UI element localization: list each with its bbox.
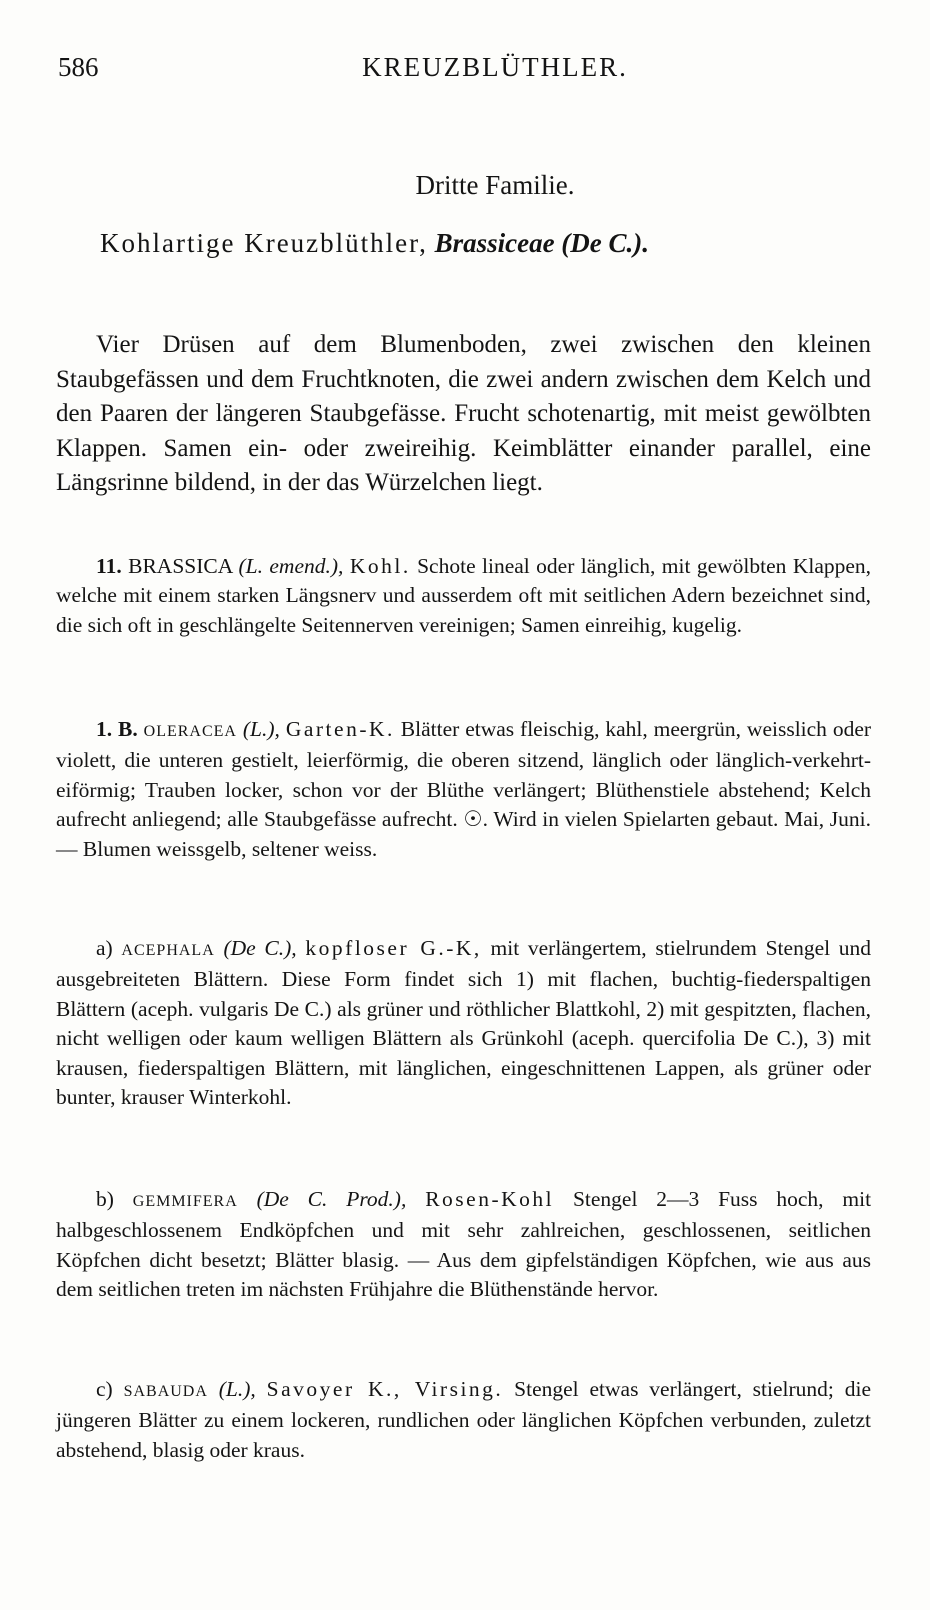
genus-entry bbox=[56, 552, 871, 641]
variety-text: Stengel etwas verlängert, stielrund; die jüngeren Blätter zu einem lockeren, rundlichen oder länglichen Köpfchen verbunden, zuletzt abstehend, blasig oder kraus. bbox=[56, 1376, 872, 1462]
variety-label: a) bbox=[96, 935, 113, 960]
family-name bbox=[100, 228, 890, 259]
variety-common-name: kopfloser G.-K, bbox=[305, 935, 482, 960]
variety-authority: (De C. Prod.), bbox=[256, 1186, 407, 1211]
variety-name: ACEPHALA bbox=[121, 941, 215, 959]
variety-entry bbox=[56, 1185, 871, 1305]
genus-authority: (L. emend.), bbox=[238, 553, 344, 578]
species-entry bbox=[56, 715, 871, 865]
family-description: Vier Drüsen auf dem Blumenboden, zwei zwischen den kleinen Staubgefässen und dem Fruchtknoten, die zwei andern zwischen dem Kelch und den Paaren der längeren Staubgefässe. Frucht schotenartig, mit meist gewölbten Klappen. Samen ein- oder zweireihig. Keimblätter einander parallel, eine Längsrinne bildend, in der das Würzelchen liegt. bbox=[56, 331, 871, 496]
genus-number: 11. bbox=[96, 553, 122, 578]
variety-authority: (De C.), bbox=[223, 935, 297, 960]
species-common-name: Garten-K. bbox=[285, 716, 395, 741]
running-head bbox=[58, 52, 872, 92]
species-authority: (L.), bbox=[242, 716, 280, 741]
family-name-german: Kohlartige Kreuzblüthler, bbox=[100, 228, 428, 258]
variety-common-name: Savoyer K., Virsing. bbox=[266, 1376, 504, 1401]
variety-entry bbox=[56, 1375, 871, 1466]
species-name: OLERACEA bbox=[143, 722, 237, 740]
genus-common-name: Kohl. bbox=[349, 553, 411, 578]
variety-label: c) bbox=[96, 1376, 113, 1401]
variety-name: SABAUDA bbox=[123, 1382, 208, 1400]
species-number: 1. B. bbox=[96, 716, 138, 741]
family-heading: Dritte Familie. bbox=[415, 170, 575, 200]
variety-text: Stengel 2—3 Fuss hoch, mit halbgeschlossenem Endköpfchen und mit sehr zahlreichen, geschlossenen, seitlichen Köpfchen dicht besetzt; Blätter blasig. — Aus dem gipfelständigen Köpfchen, wie aus aus dem seitlichen treten im nächsten Frühjahre die Blüthenstände hervor. bbox=[56, 1186, 872, 1301]
family-name-latin: Brassiceae (De C.). bbox=[434, 228, 650, 258]
genus-text: Schote lineal oder länglich, mit gewölbten Klappen, welche mit einem starken Längsnerv und ausserdem oft mit seitlichen Adern bezeichnet sind, die sich oft in geschlängelte Seitennerven vereinigen; Samen einreihig, kugelig. bbox=[56, 553, 872, 637]
variety-text: mit verlängertem, stielrundem Stengel und ausgebreiteten Blättern. Diese Form findet sich 1) mit flachen, buchtig-fiederspaltigen Blättern (aceph. vulgaris De C.) als grüner und röthlicher Blattkohl, 2) mit gespitzten, flachen, nicht welligen oder kaum welligen Blättern als Grünkohl (aceph. quercifolia De C.), 3) mit krausen, fiederspaltigen Blättern, mit länglichen, eingeschnittenen Lappen, als grüner oder bunter, krauser Winterkohl. bbox=[56, 935, 872, 1109]
variety-label: b) bbox=[96, 1186, 114, 1211]
page-number: 586 bbox=[58, 52, 99, 82]
species-text: Blätter etwas fleischig, kahl, meergrün, weisslich oder violett, die unteren gestielt, leierförmig, die oberen sitzend, länglich oder länglich-verkehrt-eiförmig; Trauben locker, schon vor der Blüthe verlängert; Blüthenstiele abstehend; Kelch aufrecht anliegend; alle Staubgefässe aufrecht. ☉. Wird in vielen Spielarten gebaut. Mai, Juni. — Blumen weissgelb, seltener weiss. bbox=[56, 716, 872, 861]
variety-authority: (L.), bbox=[218, 1376, 256, 1401]
genus-name: BRASSICA bbox=[128, 553, 233, 578]
running-title: KREUZBLÜTHLER. bbox=[362, 52, 628, 82]
variety-entry bbox=[56, 934, 871, 1113]
variety-name: GEMMIFERA bbox=[132, 1192, 238, 1210]
variety-common-name: Rosen-Kohl bbox=[425, 1186, 555, 1211]
